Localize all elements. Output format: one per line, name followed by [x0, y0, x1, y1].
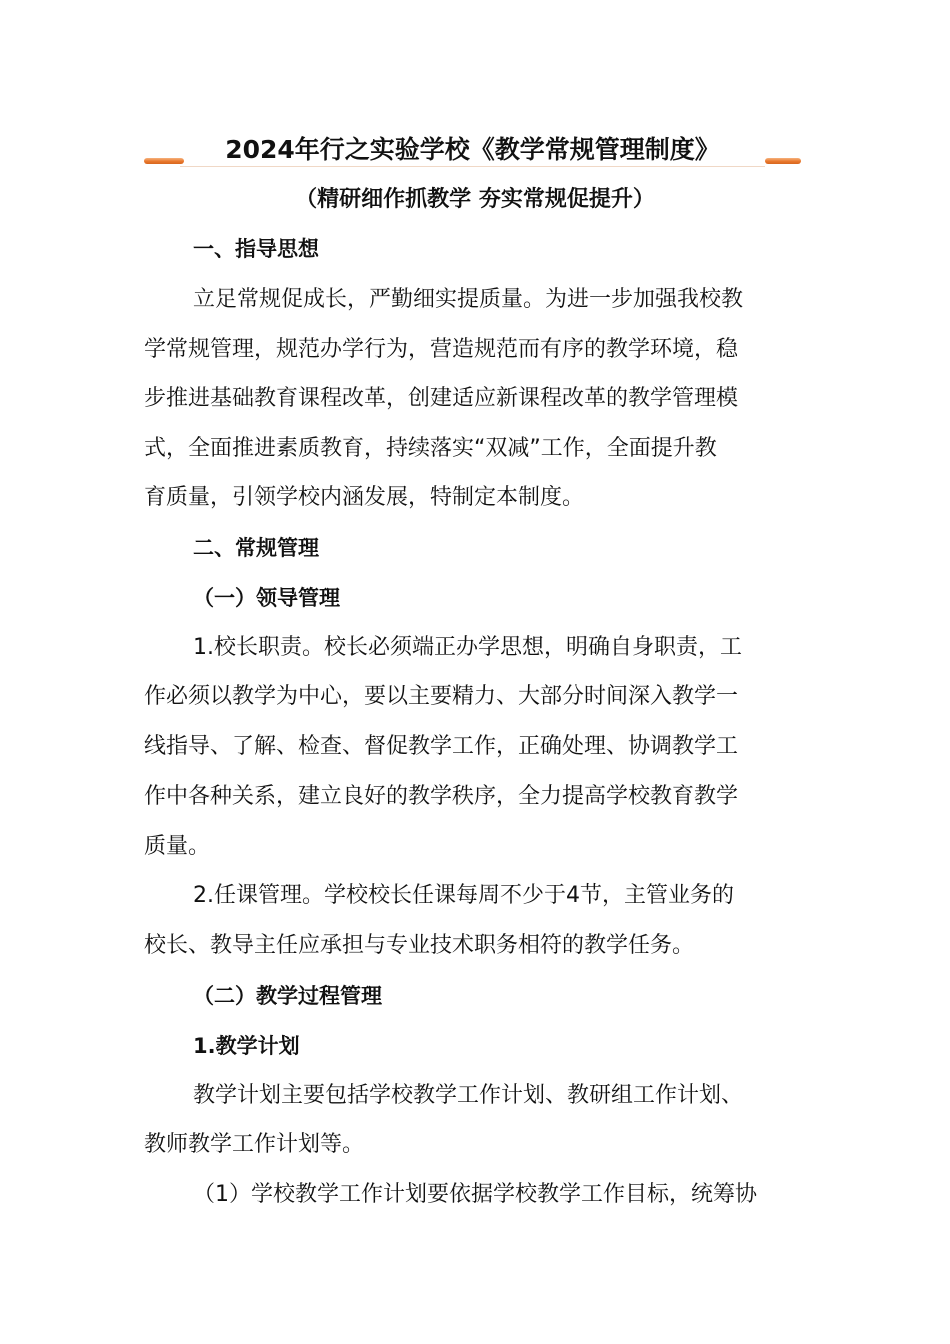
paragraph-line: 式，全面推进素质教育，持续落实“双减”工作，全面提升教 — [144, 436, 717, 461]
paragraph-line: 2.任课管理。学校校长任课每周不少于4节，主管业务的 — [193, 883, 734, 908]
paragraph-line: 教师教学工作计划等。 — [144, 1132, 365, 1157]
subsection-heading-teaching-process: （二）教学过程管理 — [193, 984, 382, 1008]
section-heading-routine-management: 二、常规管理 — [193, 536, 319, 560]
document-title: 2024年行之实验学校《教学常规管理制度》 — [225, 135, 720, 164]
paragraph-line: 校长、教导主任应承担与专业技术职务相符的教学任务。 — [144, 933, 695, 958]
paragraph-line: 线指导、了解、检查、督促教学工作，正确处理、协调教学工 — [144, 734, 739, 759]
paragraph-line: 作中各种关系，建立良好的教学秩序，全力提高学校教育教学 — [144, 784, 739, 809]
item-heading-teaching-plan: 1.教学计划 — [193, 1034, 300, 1058]
paragraph-line: 立足常规促成长，严勤细实提质量。为进一步加强我校教 — [193, 287, 744, 312]
subsection-heading-leadership: （一）领导管理 — [193, 586, 340, 610]
document-subtitle: （精研细作抓教学 夯实常规促提升） — [295, 187, 655, 212]
title-row — [140, 130, 805, 174]
paragraph-line: 学常规管理，规范办学行为，营造规范而有序的教学环境，稳 — [144, 337, 739, 362]
paragraph-line: 作必须以教学为中心，要以主要精力、大部分时间深入教学一 — [144, 684, 739, 709]
paragraph-line: 步推进基础教育课程改革，创建适应新课程改革的教学管理模 — [144, 386, 739, 411]
paragraph-line: 1.校长职责。校长必须端正办学思想，明确自身职责，工 — [193, 635, 742, 660]
paragraph-line: 教学计划主要包括学校教学工作计划、教研组工作计划、 — [193, 1083, 744, 1108]
paragraph-line: （1）学校教学工作计划要依据学校教学工作目标，统筹协 — [193, 1182, 757, 1207]
paragraph-line: 质量。 — [144, 834, 211, 859]
section-heading-guiding-thought: 一、指导思想 — [193, 237, 319, 261]
paragraph-line: 育质量，引领学校内涵发展，特制定本制度。 — [144, 485, 585, 510]
